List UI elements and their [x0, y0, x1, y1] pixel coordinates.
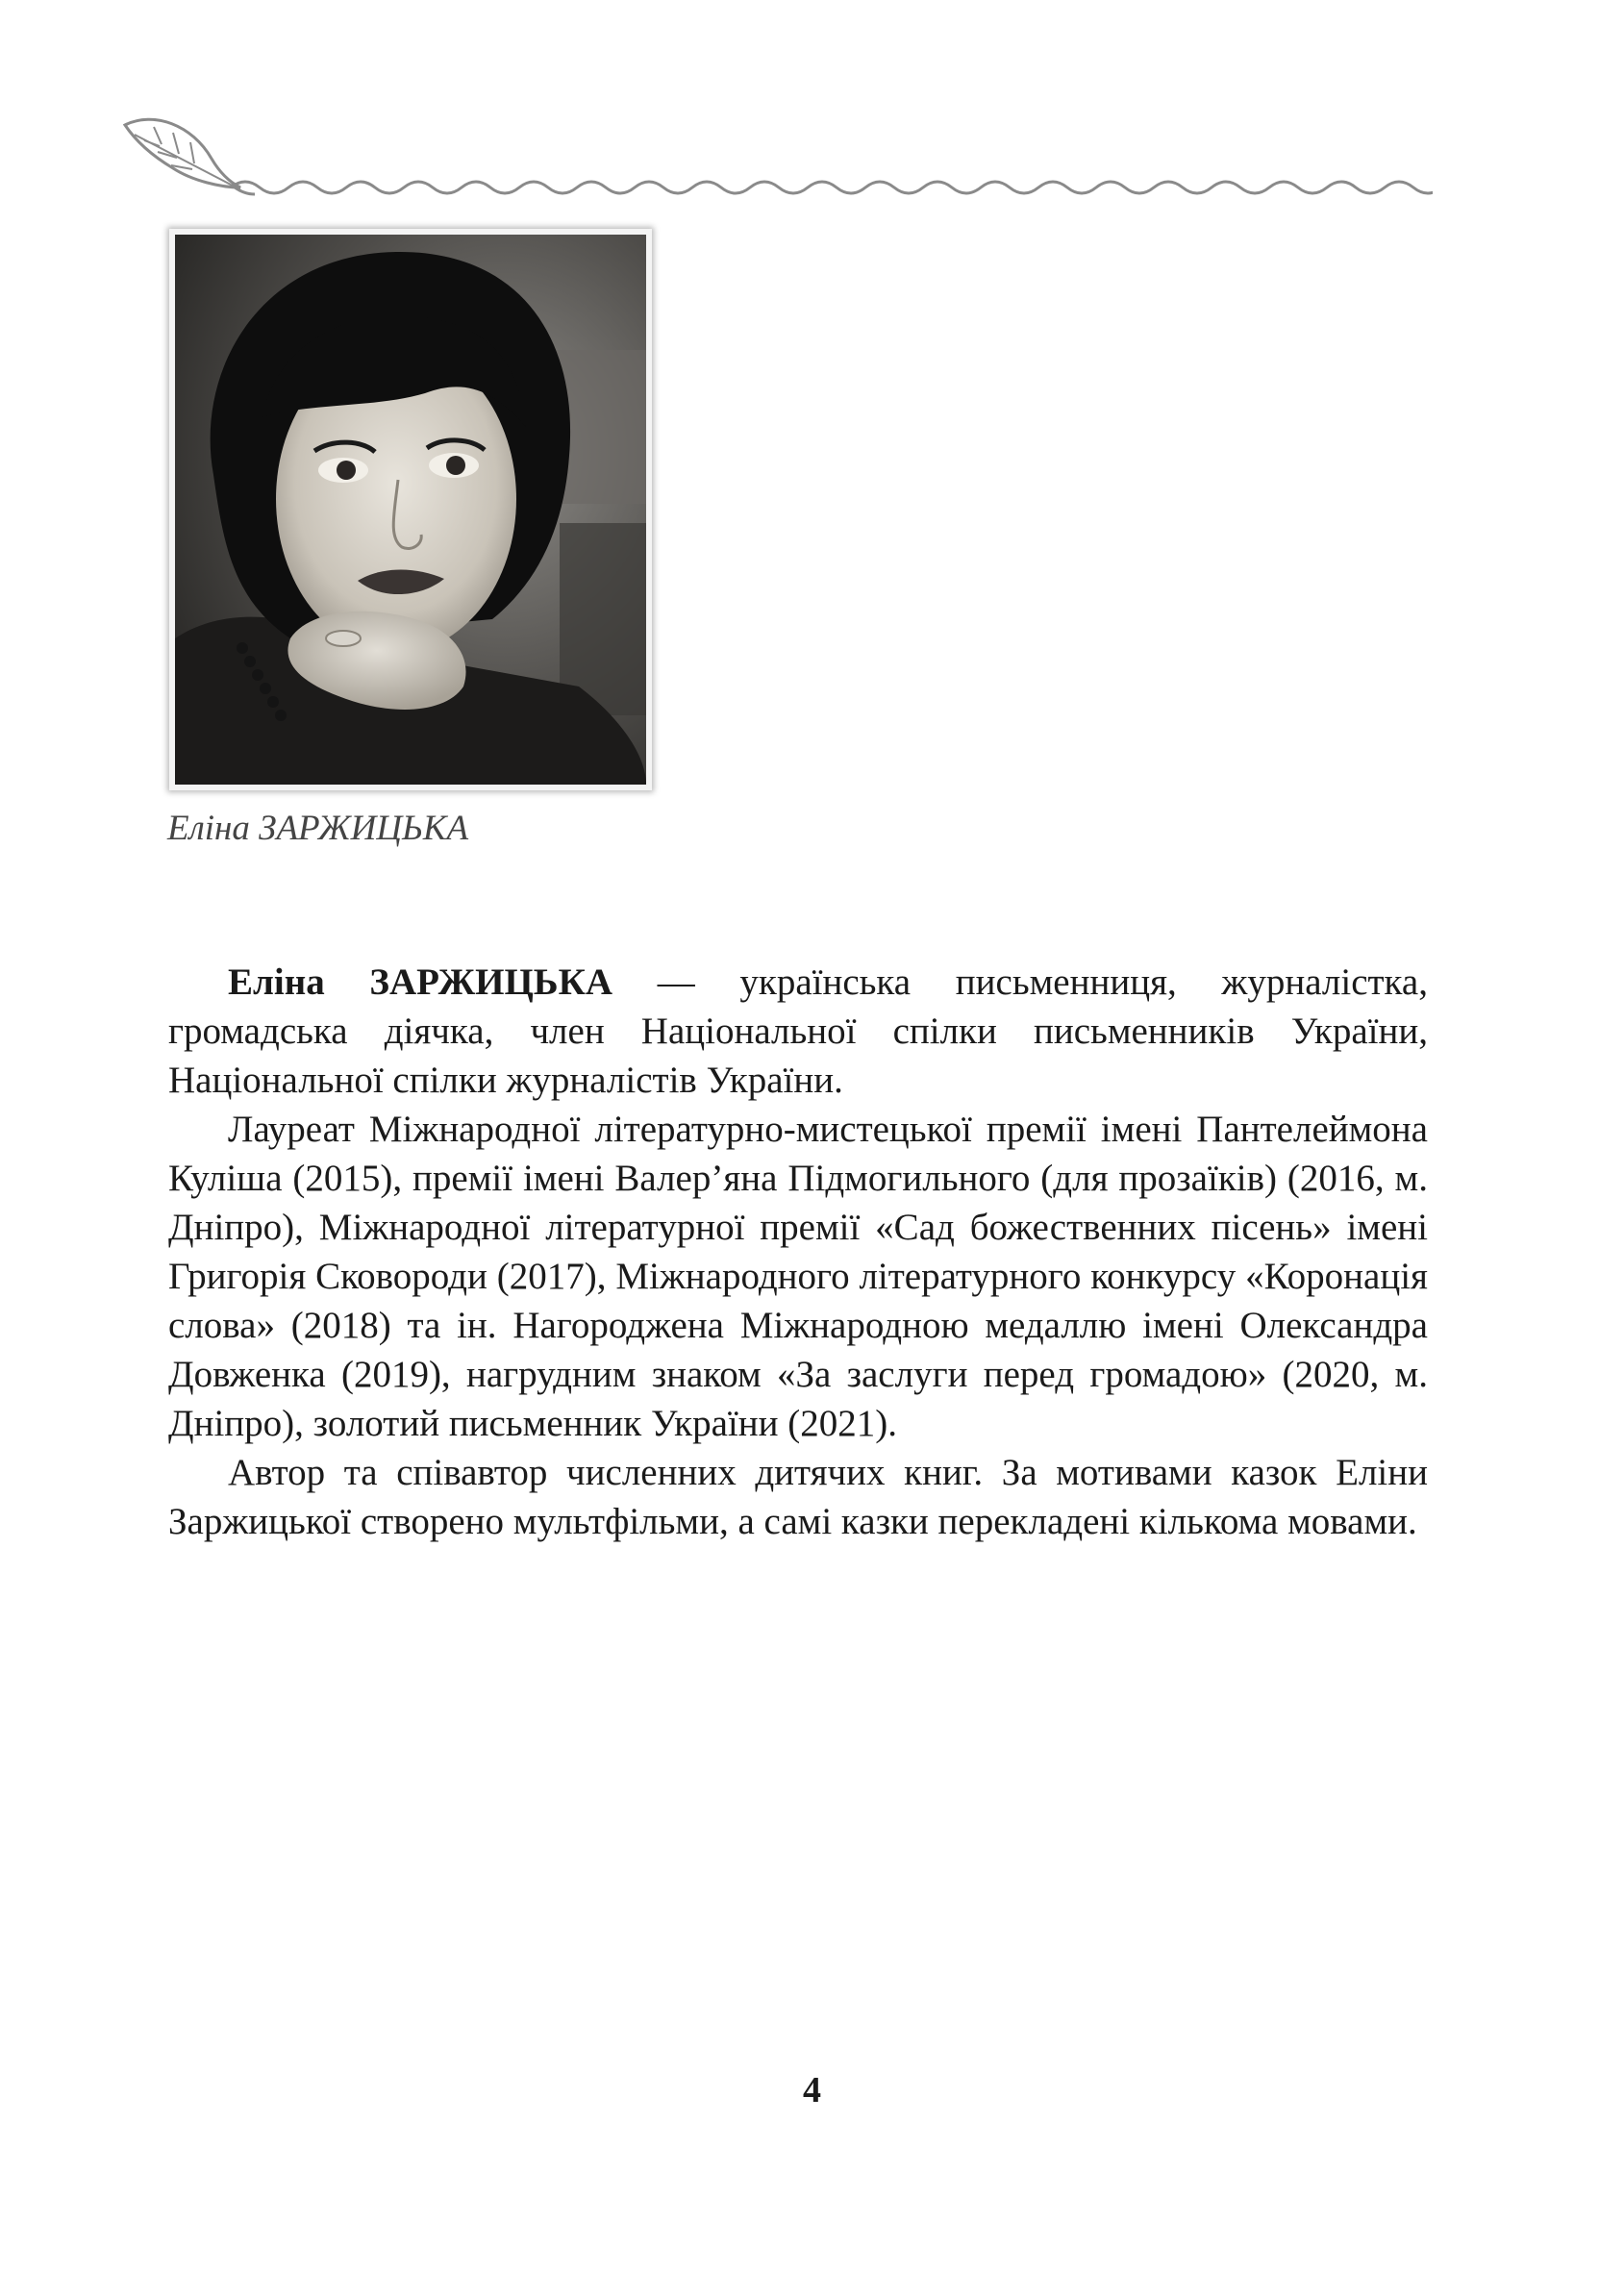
bio-paragraph-1 [168, 958, 1428, 1105]
page-number: 4 [803, 2070, 821, 2110]
author-portrait-icon [175, 235, 646, 785]
photo-caption: Еліна ЗАРЖИЦЬКА [167, 809, 469, 848]
bio-paragraph-1-text: — українська письменниця, журналістка, громадська діячка, член Національної спілки письменників України, Національної спілки журналістів України. [168, 961, 1428, 1101]
author-biography [168, 958, 1428, 1546]
author-photo [169, 229, 652, 790]
bio-paragraph-2: Лауреат Міжнародної літературно-мистецької премії імені Пантелеймона Куліша (2015), премії імені Валер’яна Підмогильного (для прозаїків) (2016, м. Дніпро), Міжнародної літературної премії «Сад божественних пісень» імені Григорія Сковороди (2017), Міжнародного літературного конкурсу «Коронація слова» (2018) та ін. Нагороджена Міжнародною медаллю імені Олександра Довженка (2019), нагрудним знаком «За заслуги перед громадою» (2020, м. Дніпро), золотий письменник України (2021). [168, 1109, 1428, 1444]
author-name: Еліна ЗАРЖИЦЬКА [228, 961, 613, 1003]
bio-paragraph-3: Автор та співавтор численних дитячих книг. За мотивами казок Еліни Заржицької створено мультфільми, а самі казки перекладені кількома мовами. [168, 1452, 1428, 1542]
header-ornament [115, 106, 1433, 202]
wavy-divider [231, 182, 1433, 193]
